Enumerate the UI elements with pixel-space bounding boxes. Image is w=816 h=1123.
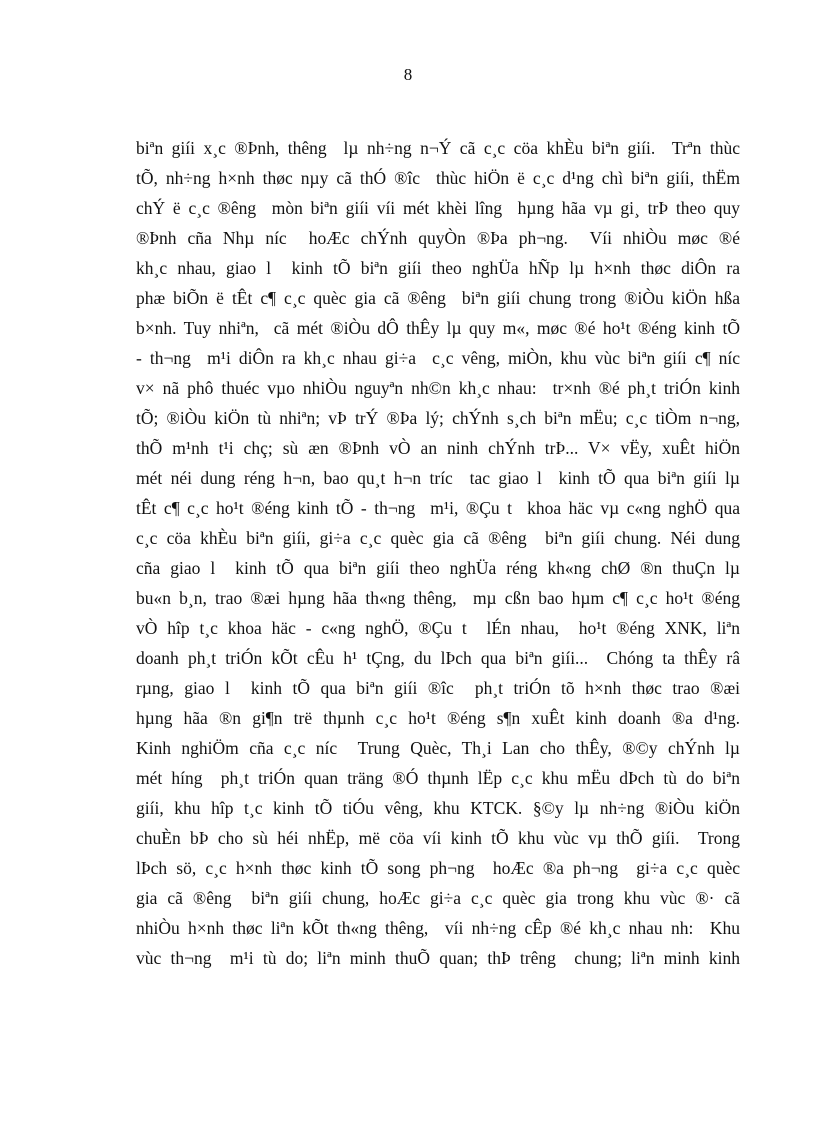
page-number: 8 <box>403 65 413 84</box>
text-line: chuÈn bÞ cho sù héi nhËp, më cöa víi kinh tÕ khu vùc vµ thÕ giíi. Trong <box>136 828 740 848</box>
text-line: phæ biÕn ë tÊt c¶ c¸c quèc gia cã ®êng biªn giíi chung trong ®iÒu kiÖn hßa <box>136 288 740 308</box>
text-line: ®Þnh cña Nhµ níc hoÆc chÝnh quyÒn ®Þa ph¬ng. Víi nhiÒu møc ®é <box>136 228 740 248</box>
text-line: v× nã phô thuéc vµo nhiÒu nguyªn nh©n kh¸c nhau: tr×nh ®é ph¸t triÓn kinh <box>136 378 740 398</box>
text-line: doanh ph¸t triÓn kÕt cÊu h¹ tÇng, du lÞch qua biªn giíi... Chóng ta thÊy râ <box>136 648 740 668</box>
body-paragraph <box>136 133 740 973</box>
text-line: bu«n b¸n, trao ®æi hµng hãa th«ng thêng, mµ cßn bao hµm c¶ c¸c ho¹t ®éng <box>136 588 740 608</box>
text-line: tÕ; ®iÒu kiÖn tù nhiªn; vÞ trÝ ®Þa lý; chÝnh s¸ch biªn mËu; c¸c tiÒm n¬ng, <box>136 408 740 428</box>
text-line: thÕ m¹nh t¹i chç; sù æn ®Þnh vÒ an ninh chÝnh trÞ... V× vËy, xuÊt hiÖn <box>136 438 740 458</box>
text-line: kh¸c nhau, giao l kinh tÕ biªn giíi theo nghÜa hÑp lµ h×nh thøc diÔn ra <box>136 258 740 278</box>
text-line: mét néi dung réng h¬n, bao qu¸t h¬n tríc tac giao l kinh tÕ qua biªn giíi lµ <box>136 468 740 488</box>
text-line: lÞch sö, c¸c h×nh thøc kinh tÕ song ph¬ng hoÆc ®a ph¬ng gi÷a c¸c quèc <box>136 858 740 878</box>
text-line: c¸c cöa khÈu biªn giíi, gi÷a c¸c quèc gia cã ®êng biªn giíi chung. Néi dung <box>136 528 740 548</box>
text-line: tÊt c¶ c¸c ho¹t ®éng kinh tÕ - th¬ng m¹i, ®Çu t khoa häc vµ c«ng nghÖ qua <box>136 498 740 518</box>
text-line: - th¬ng m¹i diÔn ra kh¸c nhau gi÷a c¸c vêng, miÒn, khu vùc biªn giíi c¶ níc <box>136 348 740 368</box>
text-line: mét híng ph¸t triÓn quan träng ®Ó thµnh lËp c¸c khu mËu dÞch tù do biªn <box>136 768 740 788</box>
text-line: cña giao l kinh tÕ qua biªn giíi theo nghÜa réng kh«ng chØ ®n thuÇn lµ <box>136 558 740 578</box>
text-line: rµng, giao l kinh tÕ qua biªn giíi ®îc ph¸t triÓn tõ h×nh thøc trao ®æi <box>136 678 740 698</box>
text-line: tÕ, nh÷ng h×nh thøc nµy cã thÓ ®îc thùc hiÖn ë c¸c d¹ng chì biªn giíi, thËm <box>136 168 740 188</box>
text-line: vÒ hîp t¸c khoa häc - c«ng nghÖ, ®Çu t lÉn nhau, ho¹t ®éng XNK, liªn <box>136 618 740 638</box>
text-line: Kinh nghiÖm cña c¸c níc Trung Quèc, Th¸i Lan cho thÊy, ®©y chÝnh lµ <box>136 738 740 758</box>
text-line: hµng hãa ®n gi¶n trë thµnh c¸c ho¹t ®éng s¶n xuÊt kinh doanh ®a d¹ng. <box>136 708 740 728</box>
text-line: gia cã ®êng biªn giíi chung, hoÆc gi÷a c¸c quèc gia trong khu vùc ®· cã <box>136 888 740 908</box>
text-line: biªn giíi x¸c ®Þnh, thêng lµ nh÷ng n¬Ý cã c¸c cöa khÈu biªn giíi. Trªn thùc <box>136 138 740 158</box>
text-line: vùc th¬ng m¹i tù do; liªn minh thuÕ quan; thÞ trêng chung; liªn minh kinh <box>136 948 740 968</box>
text-line: b×nh. Tuy nhiªn, cã mét ®iÒu dÔ thÊy lµ quy m«, møc ®é ho¹t ®éng kinh tÕ <box>136 318 740 338</box>
text-line: giíi, khu hîp t¸c kinh tÕ tiÓu vêng, khu KTCK. §©y lµ nh÷ng ®iÒu kiÖn <box>136 798 740 818</box>
text-line: nhiÒu h×nh thøc liªn kÕt th«ng thêng, víi nh÷ng cÊp ®é kh¸c nhau nh: Khu <box>136 918 740 938</box>
text-line: chÝ ë c¸c ®êng mòn biªn giíi víi mét khèi lîng hµng hãa vµ gi¸ trÞ theo quy <box>136 198 740 218</box>
